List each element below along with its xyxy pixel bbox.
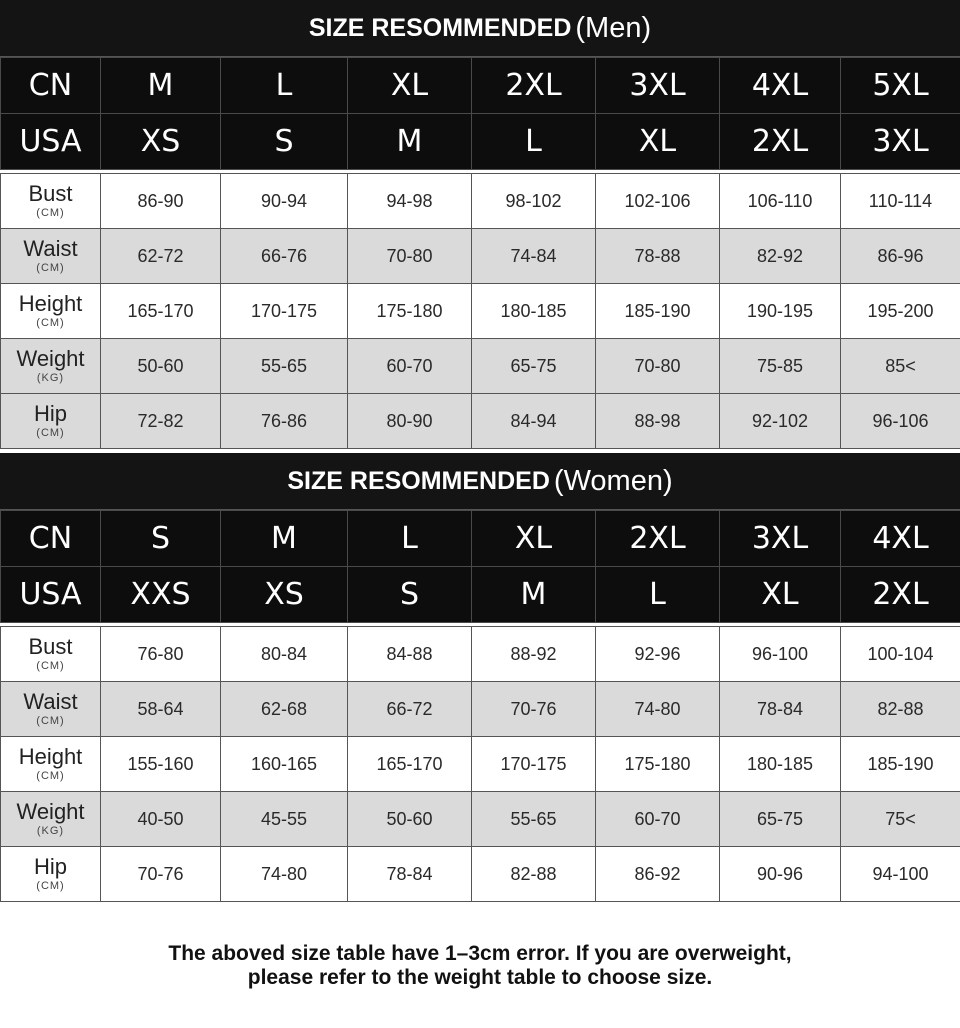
women-cn-label: CN	[1, 511, 101, 567]
table-cell: 75-85	[720, 339, 841, 394]
table-cell: 40-50	[101, 792, 221, 847]
table-cell: 74-80	[596, 682, 720, 737]
table-cell: 50-60	[101, 339, 221, 394]
women-usa-size: XL	[720, 567, 841, 623]
table-cell: 78-84	[720, 682, 841, 737]
table-cell: 62-68	[221, 682, 348, 737]
table-cell: 82-88	[472, 847, 596, 902]
size-error-note	[0, 942, 960, 990]
table-cell: 190-195	[720, 284, 841, 339]
women-usa-size: XS	[221, 567, 348, 623]
men-title: SIZE RESOMMENDED	[308, 13, 572, 42]
table-cell: 84-94	[472, 394, 596, 449]
row-label	[1, 682, 101, 737]
women-cn-size: L	[348, 511, 472, 567]
men-usa-size: M	[348, 114, 472, 170]
table-cell: 60-70	[348, 339, 472, 394]
table-cell: 96-106	[841, 394, 960, 449]
women-usa-size: M	[472, 567, 596, 623]
row-label	[1, 229, 101, 284]
women-hip-row	[1, 847, 960, 902]
men-cn-size: 4XL	[720, 58, 841, 114]
men-bust-row	[1, 174, 960, 229]
table-cell: 175-180	[596, 737, 720, 792]
row-name: Waist	[23, 689, 78, 714]
table-cell: 94-98	[348, 174, 472, 229]
table-cell: 88-92	[472, 627, 596, 682]
men-size-table	[0, 57, 960, 449]
table-cell: 84-88	[348, 627, 472, 682]
row-label	[1, 284, 101, 339]
table-cell: 65-75	[472, 339, 596, 394]
women-waist-row	[1, 682, 960, 737]
women-usa-label: USA	[1, 567, 101, 623]
table-cell: 58-64	[101, 682, 221, 737]
table-cell: 74-80	[221, 847, 348, 902]
table-cell: 102-106	[596, 174, 720, 229]
men-usa-size: S	[221, 114, 348, 170]
table-cell: 75<	[841, 792, 960, 847]
women-cn-size: 3XL	[720, 511, 841, 567]
table-cell: 170-175	[221, 284, 348, 339]
table-cell: 82-88	[841, 682, 960, 737]
table-cell: 86-90	[101, 174, 221, 229]
table-cell: 180-185	[472, 284, 596, 339]
women-cn-row	[1, 511, 960, 567]
table-cell: 50-60	[348, 792, 472, 847]
table-cell: 70-76	[101, 847, 221, 902]
table-cell: 78-88	[596, 229, 720, 284]
row-unit: (CM)	[36, 660, 65, 672]
table-cell: 55-65	[472, 792, 596, 847]
table-cell: 74-84	[472, 229, 596, 284]
women-bust-row	[1, 627, 960, 682]
men-cn-size: 5XL	[841, 58, 960, 114]
women-title-paren: (Women)	[553, 464, 673, 497]
row-unit: (CM)	[36, 262, 65, 274]
table-cell: 86-96	[841, 229, 960, 284]
note-line-2: please refer to the weight table to choose size.	[247, 966, 713, 989]
row-label	[1, 792, 101, 847]
row-name: Bust	[28, 634, 73, 659]
row-name: Weight	[16, 346, 85, 371]
table-cell: 98-102	[472, 174, 596, 229]
men-cn-size: M	[101, 58, 221, 114]
women-weight-row	[1, 792, 960, 847]
row-name: Weight	[16, 799, 85, 824]
row-label	[1, 627, 101, 682]
table-cell: 60-70	[596, 792, 720, 847]
table-cell: 55-65	[221, 339, 348, 394]
women-usa-size: 2XL	[841, 567, 960, 623]
row-unit: (KG)	[36, 372, 65, 384]
table-cell: 90-94	[221, 174, 348, 229]
men-hip-row	[1, 394, 960, 449]
men-cn-size: 3XL	[596, 58, 720, 114]
men-usa-row	[1, 114, 960, 170]
table-cell: 90-96	[720, 847, 841, 902]
table-cell: 170-175	[472, 737, 596, 792]
women-title: SIZE RESOMMENDED	[287, 466, 550, 495]
men-usa-size: XL	[596, 114, 720, 170]
table-cell: 175-180	[348, 284, 472, 339]
women-size-block	[0, 453, 960, 902]
row-name: Bust	[28, 181, 73, 206]
table-cell: 78-84	[348, 847, 472, 902]
row-unit: (CM)	[36, 427, 65, 439]
table-cell: 66-76	[221, 229, 348, 284]
men-usa-size: 2XL	[720, 114, 841, 170]
table-cell: 70-80	[348, 229, 472, 284]
women-cn-size: XL	[472, 511, 596, 567]
row-name: Hip	[33, 401, 67, 426]
women-usa-row	[1, 567, 960, 623]
table-cell: 195-200	[841, 284, 960, 339]
women-size-table	[0, 510, 960, 902]
table-cell: 185-190	[596, 284, 720, 339]
men-weight-row	[1, 339, 960, 394]
women-cn-size: S	[101, 511, 221, 567]
row-label	[1, 737, 101, 792]
table-cell: 92-102	[720, 394, 841, 449]
table-cell: 72-82	[101, 394, 221, 449]
table-cell: 45-55	[221, 792, 348, 847]
women-usa-size: XXS	[101, 567, 221, 623]
row-name: Hip	[33, 854, 67, 879]
women-height-row	[1, 737, 960, 792]
table-cell: 80-90	[348, 394, 472, 449]
men-cn-size: XL	[348, 58, 472, 114]
row-label	[1, 394, 101, 449]
women-cn-size: 4XL	[841, 511, 960, 567]
table-cell: 106-110	[720, 174, 841, 229]
table-cell: 66-72	[348, 682, 472, 737]
row-name: Height	[18, 291, 83, 316]
table-cell: 165-170	[101, 284, 221, 339]
table-cell: 76-86	[221, 394, 348, 449]
women-cn-size: M	[221, 511, 348, 567]
row-unit: (KG)	[36, 825, 65, 837]
table-cell: 160-165	[221, 737, 348, 792]
note-line-1: The aboved size table have 1–3cm error. If you are overweight,	[168, 942, 792, 965]
men-size-block	[0, 0, 960, 449]
women-cn-size: 2XL	[596, 511, 720, 567]
table-cell: 88-98	[596, 394, 720, 449]
women-usa-size: S	[348, 567, 472, 623]
table-cell: 70-80	[596, 339, 720, 394]
table-cell: 94-100	[841, 847, 960, 902]
row-unit: (CM)	[36, 880, 65, 892]
men-height-row	[1, 284, 960, 339]
table-cell: 70-76	[472, 682, 596, 737]
table-cell: 76-80	[101, 627, 221, 682]
men-cn-size: L	[221, 58, 348, 114]
table-cell: 165-170	[348, 737, 472, 792]
table-cell: 180-185	[720, 737, 841, 792]
table-cell: 85<	[841, 339, 960, 394]
men-cn-row	[1, 58, 960, 114]
men-usa-size: XS	[101, 114, 221, 170]
table-cell: 110-114	[841, 174, 960, 229]
women-usa-size: L	[596, 567, 720, 623]
table-cell: 62-72	[101, 229, 221, 284]
table-cell: 82-92	[720, 229, 841, 284]
row-unit: (CM)	[36, 207, 65, 219]
table-cell: 80-84	[221, 627, 348, 682]
men-usa-size: L	[472, 114, 596, 170]
men-usa-label: USA	[1, 114, 101, 170]
men-title-bar	[0, 0, 960, 57]
row-unit: (CM)	[36, 715, 65, 727]
row-unit: (CM)	[36, 770, 65, 782]
row-name: Height	[18, 744, 83, 769]
men-cn-label: CN	[1, 58, 101, 114]
row-name: Waist	[23, 236, 78, 261]
table-cell: 185-190	[841, 737, 960, 792]
table-cell: 155-160	[101, 737, 221, 792]
row-unit: (CM)	[36, 317, 65, 329]
row-label	[1, 339, 101, 394]
table-cell: 86-92	[596, 847, 720, 902]
women-title-bar	[0, 453, 960, 510]
men-cn-size: 2XL	[472, 58, 596, 114]
table-cell: 100-104	[841, 627, 960, 682]
men-usa-size: 3XL	[841, 114, 960, 170]
table-cell: 92-96	[596, 627, 720, 682]
table-cell: 96-100	[720, 627, 841, 682]
men-waist-row	[1, 229, 960, 284]
men-title-paren: (Men)	[575, 11, 652, 44]
row-label	[1, 847, 101, 902]
table-cell: 65-75	[720, 792, 841, 847]
row-label	[1, 174, 101, 229]
